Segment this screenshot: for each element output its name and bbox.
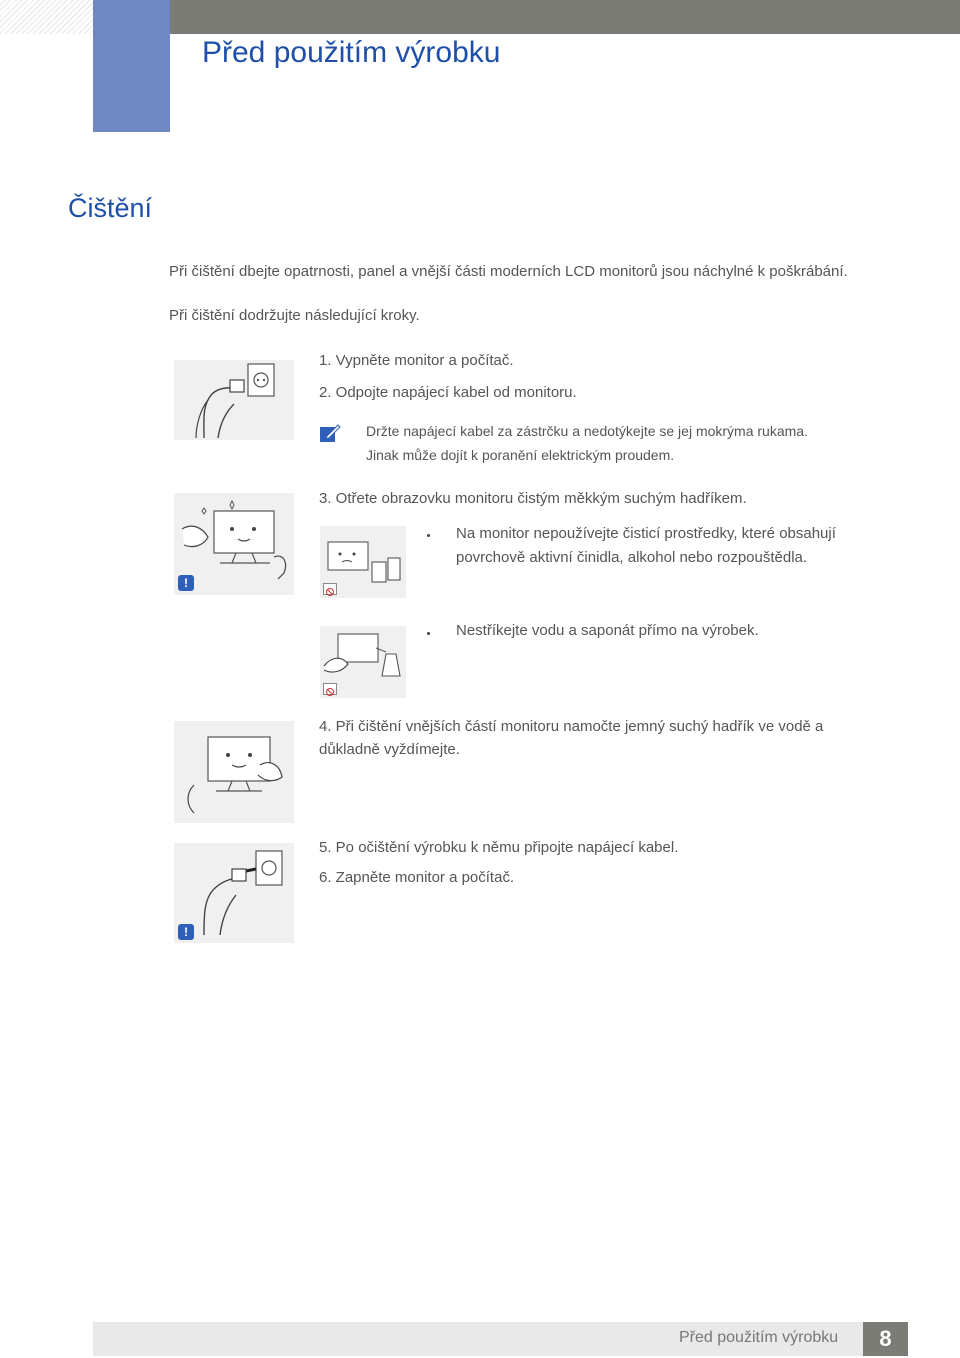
intro-paragraph-1: Při čištění dbejte opatrnosti, panel a vnější části moderních LCD monitorů jsou náchylné k poškrábání. (169, 263, 848, 280)
page-title: Před použitím výrobku (202, 36, 501, 69)
note-line-2: Jinak může dojít k poranění elektrickým proudem. (366, 447, 675, 463)
section-title: Čištění (68, 193, 153, 223)
header-hatch (0, 0, 93, 34)
wipe-exterior-illustration (174, 721, 294, 823)
bullet-1-line-1: Na monitor nepoužívejte čisticí prostředky, které obsahují (456, 525, 836, 542)
footer-label: Před použitím výrobku (679, 1329, 839, 1346)
step-4-line-2: důkladně vyždímejte. (319, 741, 460, 758)
step-1: 1. Vypněte monitor a počítač. (319, 352, 514, 369)
header-bar (170, 0, 960, 34)
step-3: 3. Otřete obrazovku monitoru čistým měkkým suchým hadříkem. (319, 490, 747, 507)
note-line-1: Držte napájecí kabel za zástrčku a nedotýkejte se jej mokrýma rukama. (366, 423, 808, 439)
prohibited-icon (323, 683, 337, 695)
warning-icon: ! (178, 924, 194, 940)
header-tab (93, 0, 170, 132)
unplug-illustration (174, 360, 294, 440)
warning-icon: ! (178, 575, 194, 591)
step-4-line-1: 4. Při čištění vnějších částí monitoru namočte jemný suchý hadřík ve vodě a (319, 718, 824, 735)
bullet-1-line-2: povrchově aktivní činidla, alkohol nebo rozpouštědla. (456, 549, 808, 566)
step-6: 6. Zapněte monitor a počítač. (319, 869, 515, 886)
bullet-dot (427, 632, 430, 635)
step-5: 5. Po očištění výrobku k němu připojte napájecí kabel. (319, 839, 679, 856)
step-2: 2. Odpojte napájecí kabel od monitoru. (319, 384, 577, 401)
pencil-note-icon (319, 422, 341, 444)
bullet-2: Nestříkejte vodu a saponát přímo na výrobek. (456, 622, 759, 639)
intro-paragraph-2: Při čištění dodržujte následující kroky. (169, 307, 420, 324)
page-number: 8 (863, 1322, 908, 1356)
bullet-dot (427, 534, 430, 537)
prohibited-icon (323, 583, 337, 595)
